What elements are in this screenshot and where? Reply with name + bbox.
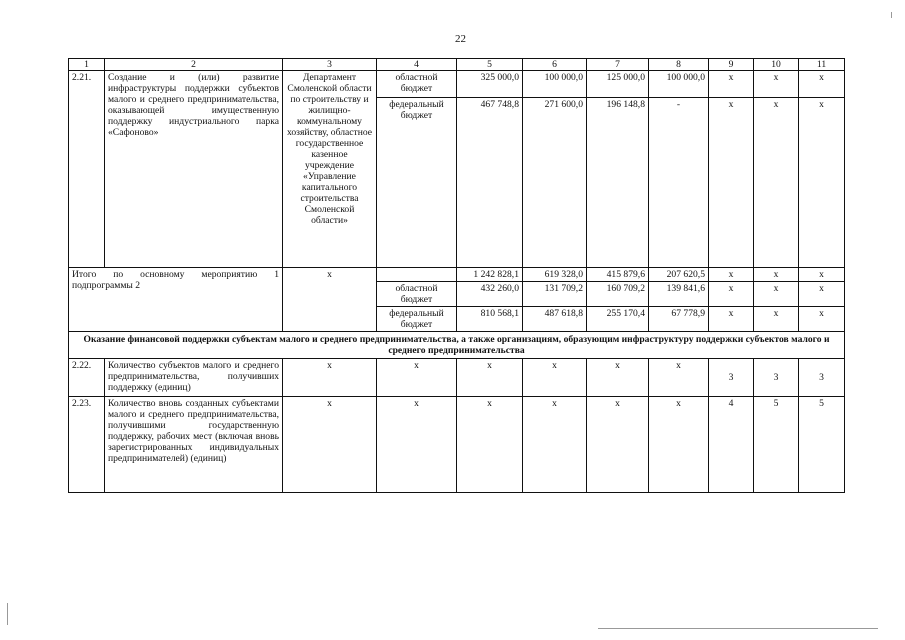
executor-cell: Департамент Смоленской области по строительству и жилищно-коммунальному хозяйству, областное государственное казенное учреждение «Управление капитального строительства Смоленской области» [283,71,377,268]
value-cell: 5 [799,397,845,493]
value-cell: 3 [799,359,845,397]
funding-source: федеральный бюджет [377,98,457,268]
value-cell: 3 [709,359,754,397]
row-number: 2.21. [69,71,105,268]
value-cell: 271 600,0 [523,98,587,268]
value-cell: х [754,268,799,282]
header-cell: 9 [709,59,754,71]
value-cell: 196 148,8 [587,98,649,268]
value-cell: х [709,98,754,268]
value-cell: х [754,71,799,98]
value-cell: 415 879,6 [587,268,649,282]
header-cell: 11 [799,59,845,71]
value-cell: х [283,397,377,493]
value-cell: 432 260,0 [457,282,523,307]
value-cell: х [799,268,845,282]
value-cell: 125 000,0 [587,71,649,98]
value-cell: 139 841,6 [649,282,709,307]
value-cell: х [709,268,754,282]
section-row [69,332,845,359]
value-cell: 207 620,5 [649,268,709,282]
indicator-title: Количество субъектов малого и среднего предпринимательства, получивших поддержку (единиц) [105,359,283,397]
value-cell: 67 778,9 [649,307,709,332]
value-cell: 810 568,1 [457,307,523,332]
table-row [69,71,845,98]
value-cell: х [457,359,523,397]
table-row [69,359,845,397]
executor-cell: х [283,268,377,332]
funding-source: федеральный бюджет [377,307,457,332]
scan-mark [7,603,8,625]
value-cell: х [523,397,587,493]
value-cell: 467 748,8 [457,98,523,268]
header-cell: 5 [457,59,523,71]
value-cell: х [799,307,845,332]
program-table [68,58,845,493]
value-cell: 5 [754,397,799,493]
value-cell: 1 242 828,1 [457,268,523,282]
scan-mark [891,12,892,18]
value-cell: х [799,282,845,307]
header-cell: 10 [754,59,799,71]
program-table-container [68,58,845,493]
header-cell: 8 [649,59,709,71]
row-number: 2.23. [69,397,105,493]
header-cell: 6 [523,59,587,71]
funding-source: областной бюджет [377,71,457,98]
value-cell: х [709,282,754,307]
value-cell: 4 [709,397,754,493]
value-cell: х [523,359,587,397]
value-cell: 325 000,0 [457,71,523,98]
header-row [69,59,845,71]
value-cell: х [377,397,457,493]
indicator-title: Количество вновь созданных субъектами малого и среднего предпринимательства, получившими государственную поддержку, рабочих мест (включая вновь зарегистрированных индивидуальных предпринимателей) (единиц) [105,397,283,493]
header-cell: 3 [283,59,377,71]
value-cell: 100 000,0 [649,71,709,98]
value-cell: х [709,307,754,332]
scan-mark [598,628,878,629]
header-cell: 2 [105,59,283,71]
header-cell: 4 [377,59,457,71]
activity-title: Создание и (или) развитие инфраструктуры поддержки субъектов малого и среднего предпринимательства, оказывающей имущественную поддержку индустриального парка «Сафоново» [105,71,283,268]
value-cell: х [799,71,845,98]
value-cell: 487 618,8 [523,307,587,332]
table-row [69,397,845,493]
page-number: 22 [455,33,466,45]
value-cell: х [754,98,799,268]
value-cell: - [649,98,709,268]
value-cell: 160 709,2 [587,282,649,307]
value-cell: х [377,359,457,397]
funding-source: областной бюджет [377,282,457,307]
value-cell: 131 709,2 [523,282,587,307]
value-cell: 100 000,0 [523,71,587,98]
value-cell: х [457,397,523,493]
value-cell: х [709,71,754,98]
header-cell: 7 [587,59,649,71]
value-cell: х [587,397,649,493]
row-number: 2.22. [69,359,105,397]
value-cell: х [754,307,799,332]
total-label: Итого по основному мероприятию 1 подпрограммы 2 [69,268,283,332]
value-cell: 3 [754,359,799,397]
funding-source [377,268,457,282]
value-cell: 619 328,0 [523,268,587,282]
value-cell: х [283,359,377,397]
value-cell: х [649,397,709,493]
value-cell: х [799,98,845,268]
value-cell: х [754,282,799,307]
value-cell: 255 170,4 [587,307,649,332]
value-cell: х [587,359,649,397]
value-cell: х [649,359,709,397]
header-cell: 1 [69,59,105,71]
total-row [69,268,845,282]
section-title: Оказание финансовой поддержки субъектам малого и среднего предпринимательства, а также организациям, образующим инфраструктуру поддержки субъектов малого и среднего предпринимательства [69,332,845,359]
